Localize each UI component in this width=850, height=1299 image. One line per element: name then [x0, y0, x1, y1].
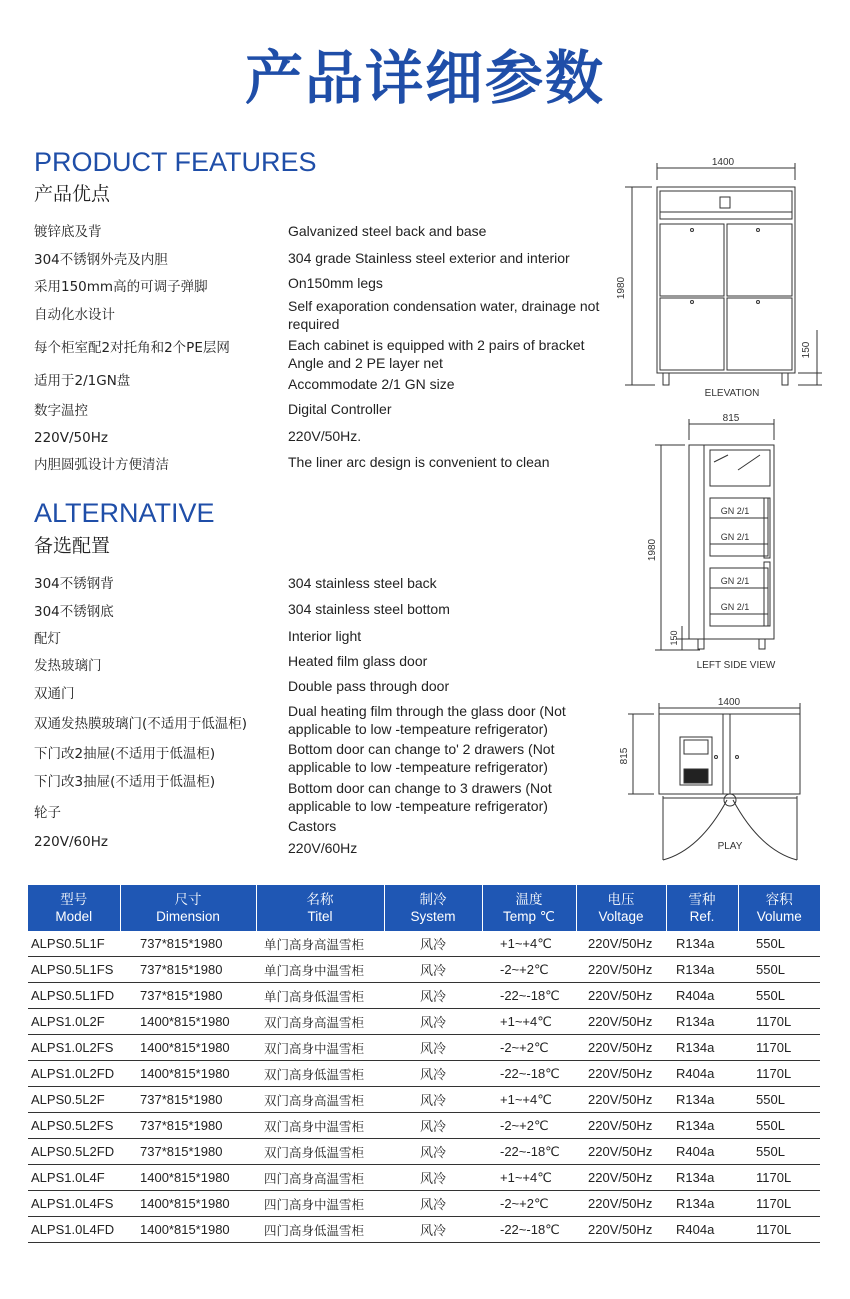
ref-cell: R134a: [666, 1191, 738, 1217]
table-row: [28, 931, 820, 957]
features-title-en: PRODUCT FEATURES: [34, 147, 317, 177]
volume-cell: 550L: [738, 931, 820, 957]
voltage-cell: 220V/50Hz: [576, 1139, 666, 1165]
ref-cell: R134a: [666, 1035, 738, 1061]
temp-cell: -22~-18℃: [482, 1217, 576, 1243]
alternative-en: Heated film glass door: [288, 653, 428, 669]
column-header-en: Titel: [307, 909, 333, 924]
volume-cell: 550L: [738, 1087, 820, 1113]
system-cell: 风冷: [384, 1139, 482, 1165]
alternative-zh: 发热玻璃门: [34, 658, 102, 674]
model-cell: ALPS1.0L2FD: [28, 1061, 120, 1087]
ref-cell: R404a: [666, 1061, 738, 1087]
column-header: [482, 885, 576, 931]
system-cell: 风冷: [384, 1061, 482, 1087]
model-cell: ALPS0.5L2FS: [28, 1113, 120, 1139]
side-legs-label: 150: [669, 630, 679, 646]
model-cell: ALPS1.0L2F: [28, 1009, 120, 1035]
feature-en: Accommodate 2/1 GN size: [288, 376, 455, 392]
temp-cell: -2~+2℃: [482, 1035, 576, 1061]
ref-cell: R134a: [666, 1009, 738, 1035]
model-cell: ALPS1.0L4FD: [28, 1217, 120, 1243]
dimension-cell: 1400*815*1980: [120, 1165, 256, 1191]
system-cell: 风冷: [384, 983, 482, 1009]
column-header-zh: 电压: [607, 892, 635, 907]
alternative-title-zh: 备选配置: [34, 535, 111, 557]
model-cell: ALPS1.0L4FS: [28, 1191, 120, 1217]
feature-zh: 内胆圆弧设计方便清洁: [34, 457, 169, 473]
temp-cell: -2~+2℃: [482, 1113, 576, 1139]
alternative-zh: 配灯: [34, 631, 61, 647]
temp-cell: -2~+2℃: [482, 957, 576, 983]
side-view-label: LEFT SIDE VIEW: [696, 660, 776, 671]
alternative-en: Bottom door can change to' 2 drawers (Not applicable to low -tempeature refrigerator): [288, 741, 555, 775]
column-header-zh: 尺寸: [174, 892, 202, 907]
ref-cell: R404a: [666, 1139, 738, 1165]
title-cell: 双门高身高温雪柜: [256, 1087, 384, 1113]
column-header: [738, 885, 820, 931]
volume-cell: 1170L: [738, 1061, 820, 1087]
temp-cell: +1~+4℃: [482, 1165, 576, 1191]
volume-cell: 1170L: [738, 1217, 820, 1243]
alternative-zh: 304不锈钢底: [34, 604, 114, 620]
volume-cell: 550L: [738, 1139, 820, 1165]
table-row: [28, 983, 820, 1009]
title-cell: 单门高身高温雪柜: [256, 931, 384, 957]
column-header-en: System: [410, 909, 456, 924]
ref-cell: R134a: [666, 957, 738, 983]
dimension-cell: 737*815*1980: [120, 1113, 256, 1139]
side-view-drawing: [655, 419, 774, 650]
temp-cell: +1~+4℃: [482, 1009, 576, 1035]
system-cell: 风冷: [384, 931, 482, 957]
alternative-en: Double pass through door: [288, 678, 450, 694]
alternative-zh: 双通门: [34, 686, 75, 702]
ref-cell: R404a: [666, 1217, 738, 1243]
system-cell: 风冷: [384, 1113, 482, 1139]
volume-cell: 1170L: [738, 1191, 820, 1217]
voltage-cell: 220V/50Hz: [576, 983, 666, 1009]
column-header: [666, 885, 738, 931]
gn-pan-label: GN 2/1: [720, 506, 750, 516]
feature-zh: 镀锌底及背: [34, 224, 102, 240]
feature-zh: 304不锈钢外壳及内胆: [34, 252, 168, 268]
side-depth-label: 815: [722, 413, 740, 424]
voltage-cell: 220V/50Hz: [576, 1061, 666, 1087]
dimension-cell: 1400*815*1980: [120, 1191, 256, 1217]
column-header-zh: 温度: [515, 892, 543, 907]
temp-cell: +1~+4℃: [482, 1087, 576, 1113]
column-header-zh: 名称: [306, 892, 334, 907]
feature-zh: 自动化水设计: [34, 307, 115, 323]
alternative-en: Dual heating film through the glass door (Not applicable to low -tempeature refrigerator): [288, 703, 566, 737]
title-cell: 四门高身低温雪柜: [256, 1217, 384, 1243]
model-cell: ALPS0.5L1FD: [28, 983, 120, 1009]
alternative-zh: 下门改2抽屉(不适用于低温柜): [34, 746, 216, 762]
spec-table: [28, 885, 820, 1243]
voltage-cell: 220V/50Hz: [576, 1009, 666, 1035]
model-cell: ALPS0.5L1F: [28, 931, 120, 957]
plan-view-label: PLAY: [717, 841, 743, 852]
table-header-row: [28, 885, 820, 931]
alternative-en: Castors: [288, 818, 337, 834]
temp-cell: -22~-18℃: [482, 983, 576, 1009]
voltage-cell: 220V/50Hz: [576, 931, 666, 957]
dimension-cell: 737*815*1980: [120, 983, 256, 1009]
alternative-zh: 轮子: [34, 805, 61, 821]
dimension-cell: 737*815*1980: [120, 931, 256, 957]
voltage-cell: 220V/50Hz: [576, 1165, 666, 1191]
title-cell: 双门高身高温雪柜: [256, 1009, 384, 1035]
alternative-en: 304 stainless steel back: [288, 575, 437, 591]
alternative-title-en: ALTERNATIVE: [34, 498, 215, 528]
column-header: [256, 885, 384, 931]
elevation-width-label: 1400: [711, 157, 735, 168]
system-cell: 风冷: [384, 957, 482, 983]
volume-cell: 550L: [738, 983, 820, 1009]
ref-cell: R134a: [666, 1087, 738, 1113]
elevation-drawing: [625, 163, 822, 385]
ref-cell: R134a: [666, 931, 738, 957]
dimension-cell: 1400*815*1980: [120, 1061, 256, 1087]
table-row: [28, 1139, 820, 1165]
system-cell: 风冷: [384, 1035, 482, 1061]
feature-zh: 数字温控: [34, 403, 88, 419]
temp-cell: -22~-18℃: [482, 1061, 576, 1087]
temp-cell: +1~+4℃: [482, 931, 576, 957]
feature-en: On150mm legs: [288, 275, 383, 291]
feature-zh: 220V/50Hz: [34, 430, 108, 446]
voltage-cell: 220V/50Hz: [576, 957, 666, 983]
alternative-en: 304 stainless steel bottom: [288, 601, 450, 617]
system-cell: 风冷: [384, 1087, 482, 1113]
model-cell: ALPS1.0L2FS: [28, 1035, 120, 1061]
column-header-zh: 制冷: [419, 892, 447, 907]
feature-en: 304 grade Stainless steel exterior and interior: [288, 250, 570, 266]
plan-width-label: 1400: [717, 697, 741, 708]
dimension-cell: 737*815*1980: [120, 1087, 256, 1113]
table-row: [28, 1035, 820, 1061]
system-cell: 风冷: [384, 1009, 482, 1035]
alternative-zh: 220V/60Hz: [34, 834, 108, 850]
feature-en: The liner arc design is convenient to clean: [288, 454, 550, 470]
column-header: [576, 885, 666, 931]
table-row: [28, 1009, 820, 1035]
temp-cell: -22~-18℃: [482, 1139, 576, 1165]
table-row: [28, 1113, 820, 1139]
volume-cell: 1170L: [738, 1165, 820, 1191]
feature-en: Each cabinet is equipped with 2 pairs of bracket Angle and 2 PE layer net: [288, 337, 585, 371]
table-row: [28, 1165, 820, 1191]
ref-cell: R134a: [666, 1113, 738, 1139]
plan-view-drawing: [628, 703, 800, 860]
title-cell: 四门高身中温雪柜: [256, 1191, 384, 1217]
feature-en: 220V/50Hz.: [288, 428, 362, 444]
dimension-cell: 1400*815*1980: [120, 1009, 256, 1035]
system-cell: 风冷: [384, 1191, 482, 1217]
volume-cell: 550L: [738, 1113, 820, 1139]
alternative-en: 220V/60Hz: [288, 840, 358, 856]
title-cell: 双门高身中温雪柜: [256, 1113, 384, 1139]
table-row: [28, 1191, 820, 1217]
column-header-en: Volume: [756, 909, 802, 924]
voltage-cell: 220V/50Hz: [576, 1087, 666, 1113]
model-cell: ALPS1.0L4F: [28, 1165, 120, 1191]
table-row: [28, 957, 820, 983]
column-header-en: Voltage: [598, 909, 644, 924]
table-row: [28, 1087, 820, 1113]
table-row: [28, 1217, 820, 1243]
column-header-en: Dimension: [156, 909, 220, 924]
gn-pan-label: GN 2/1: [720, 532, 750, 542]
column-header-zh: 雪种: [688, 892, 716, 907]
feature-en: Galvanized steel back and base: [288, 223, 487, 239]
elevation-view-label: ELEVATION: [704, 388, 760, 399]
gn-pan-label: GN 2/1: [720, 576, 750, 586]
feature-zh: 每个柜室配2对托角和2个PE层网: [34, 340, 230, 356]
voltage-cell: 220V/50Hz: [576, 1217, 666, 1243]
column-header-en: Model: [55, 909, 93, 924]
gn-pan-label: GN 2/1: [720, 602, 750, 612]
elevation-height-label: 1980: [616, 276, 627, 300]
alternative-zh: 304不锈钢背: [34, 576, 114, 592]
title-cell: 四门高身高温雪柜: [256, 1165, 384, 1191]
feature-zh: 采用150mm高的可调子弹脚: [34, 279, 208, 295]
voltage-cell: 220V/50Hz: [576, 1035, 666, 1061]
alternative-en: Bottom door can change to 3 drawers (Not applicable to low -tempeature refrigerator): [288, 780, 552, 814]
column-header-zh: 型号: [60, 892, 88, 907]
dimension-cell: 737*815*1980: [120, 957, 256, 983]
column-header: [384, 885, 482, 931]
volume-cell: 1170L: [738, 1009, 820, 1035]
elevation-legs-label: 150: [801, 341, 812, 359]
page-title: 产品详细参数: [244, 44, 605, 112]
column-header-en: Temp ℃: [503, 909, 555, 924]
alternative-zh: 下门改3抽屉(不适用于低温柜): [34, 774, 216, 790]
title-cell: 单门高身中温雪柜: [256, 957, 384, 983]
side-height-label: 1980: [647, 538, 658, 562]
ref-cell: R404a: [666, 983, 738, 1009]
title-cell: 单门高身低温雪柜: [256, 983, 384, 1009]
model-cell: ALPS0.5L2F: [28, 1087, 120, 1113]
voltage-cell: 220V/50Hz: [576, 1191, 666, 1217]
dimension-cell: 737*815*1980: [120, 1139, 256, 1165]
alternative-zh: 双通发热膜玻璃门(不适用于低温柜): [34, 716, 248, 732]
column-header: [120, 885, 256, 931]
plan-depth-label: 815: [619, 747, 630, 765]
voltage-cell: 220V/50Hz: [576, 1113, 666, 1139]
ref-cell: R134a: [666, 1165, 738, 1191]
feature-en: Digital Controller: [288, 401, 392, 417]
temp-cell: -2~+2℃: [482, 1191, 576, 1217]
model-cell: ALPS0.5L1FS: [28, 957, 120, 983]
system-cell: 风冷: [384, 1217, 482, 1243]
title-cell: 双门高身低温雪柜: [256, 1139, 384, 1165]
feature-zh: 适用于2/1GN盘: [34, 373, 131, 389]
alternative-en: Interior light: [288, 628, 362, 644]
feature-en: Self exaporation condensation water, drainage not required: [288, 298, 600, 332]
features-title-zh: 产品优点: [34, 183, 111, 205]
title-cell: 双门高身低温雪柜: [256, 1061, 384, 1087]
dimension-cell: 1400*815*1980: [120, 1035, 256, 1061]
system-cell: 风冷: [384, 1165, 482, 1191]
column-header-en: Ref.: [689, 909, 715, 924]
table-row: [28, 1061, 820, 1087]
volume-cell: 1170L: [738, 1035, 820, 1061]
dimension-cell: 1400*815*1980: [120, 1217, 256, 1243]
model-cell: ALPS0.5L2FD: [28, 1139, 120, 1165]
column-header: [28, 885, 120, 931]
title-cell: 双门高身中温雪柜: [256, 1035, 384, 1061]
volume-cell: 550L: [738, 957, 820, 983]
column-header-zh: 容积: [765, 892, 793, 907]
